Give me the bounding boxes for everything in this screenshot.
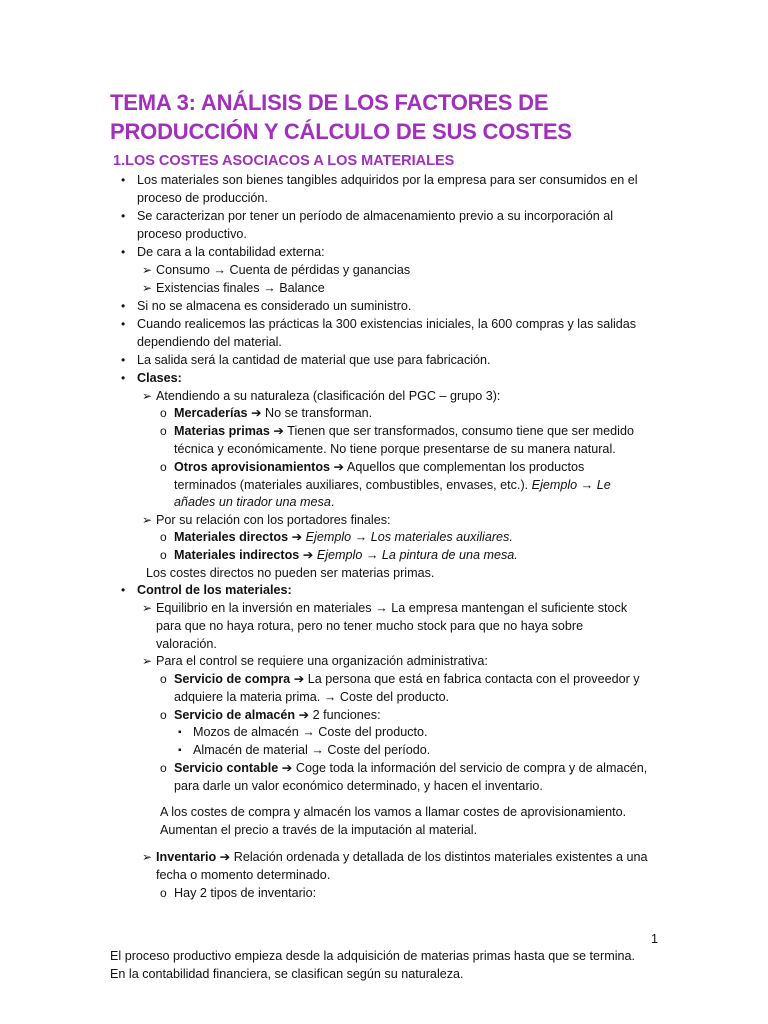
text-line: Los materiales son bienes tangibles adquiridos por la empresa para ser consumidos en el [137, 173, 638, 187]
text-line: Existencias finales → Balance [156, 281, 325, 295]
text-line: valoración. [156, 637, 217, 651]
bullet-circle: o [160, 548, 167, 562]
text-line: Si no se almacena es considerado un suministro. [137, 299, 412, 313]
text-line: A los costes de compra y almacén los vamos a llamar costes de aprovisionamiento. [160, 805, 627, 819]
text-line: Cuando realicemos las prácticas la 300 existencias iniciales, la 600 compras y las salidas [137, 317, 637, 331]
text-line: Consumo → Cuenta de pérdidas y ganancias [156, 263, 411, 277]
text-line: técnica y económicamente. No tiene porque presentarse de su manera natural. [174, 442, 616, 456]
text-line: Control de los materiales: [137, 583, 292, 597]
bullet-circle: o [160, 530, 167, 544]
bullet-disc: • [121, 245, 126, 259]
page-title [110, 88, 710, 146]
text-line: Atendiendo a su naturaleza (clasificación del PGC – grupo 3): [156, 389, 501, 403]
bullet-disc: • [121, 317, 126, 331]
bullet-arrowhead: ➢ [142, 263, 153, 277]
footer-text: El proceso productivo empieza desde la adquisición de materias primas hasta que se termina. [110, 949, 636, 963]
text-line: Clases: [137, 371, 182, 385]
bullet-arrowhead: ➢ [142, 389, 153, 403]
bullet-arrowhead: ➢ [142, 850, 153, 864]
text-line: proceso de producción. [137, 191, 268, 205]
bullet-disc: • [121, 299, 126, 313]
title-line-2: PRODUCCIÓN Y CÁLCULO DE SUS COSTES [110, 119, 572, 144]
text-line: Materiales indirectos ➔ Ejemplo → La pintura de una mesa. [174, 548, 518, 562]
text-line: Aumentan el precio a través de la imputación al material. [160, 823, 478, 837]
bullet-circle: o [160, 460, 167, 474]
bullet-arrowhead: ➢ [142, 513, 153, 527]
bullet-square: ▪ [178, 727, 182, 738]
bullet-square: ▪ [178, 745, 182, 756]
bullet-circle: o [160, 886, 167, 900]
bullet-circle: o [160, 406, 167, 420]
text-line: adquiere la materia prima. → Coste del producto. [174, 690, 450, 704]
text-line: añades un tirador una mesa. [174, 495, 335, 509]
bullet-circle: o [160, 761, 167, 775]
text-line: Inventario ➔ Relación ordenada y detallada de los distintos materiales existentes a una [156, 850, 648, 864]
text-line: fecha o momento determinado. [156, 868, 331, 882]
text-line: Servicio de compra ➔ La persona que está en fabrica contacta con el proveedor y [174, 672, 640, 686]
text-line: Otros aprovisionamientos ➔ Aquellos que complementan los productos [174, 460, 585, 474]
text-line: dependiendo del material. [137, 335, 282, 349]
bullet-circle: o [160, 708, 167, 722]
bullet-circle: o [160, 672, 167, 686]
text-line: La salida será la cantidad de material que use para fabricación. [137, 353, 491, 367]
bullet-arrowhead: ➢ [142, 281, 153, 295]
text-line: De cara a la contabilidad externa: [137, 245, 325, 259]
text-line: Mozos de almacén → Coste del producto. [193, 725, 428, 739]
text-line: proceso productivo. [137, 227, 247, 241]
text-line: Servicio contable ➔ Coge toda la información del servicio de compra y de almacén, [174, 761, 648, 775]
text-line: Almacén de material → Coste del período. [193, 743, 431, 757]
text-line: Materias primas ➔ Tienen que ser transformados, consumo tiene que ser medido [174, 424, 634, 438]
bullet-disc: • [121, 173, 126, 187]
text-line: Hay 2 tipos de inventario: [174, 886, 317, 900]
text-line: para darle un valor económico determinado, y hacen el inventario. [174, 779, 543, 793]
bullet-circle: o [160, 424, 167, 438]
text-line: Servicio de almacén ➔ 2 funciones: [174, 708, 381, 722]
text-line: Para el control se requiere una organización administrativa: [156, 654, 488, 668]
text-line: Mercaderías ➔ No se transforman. [174, 406, 373, 420]
footer-text: En la contabilidad financiera, se clasifican según su naturaleza. [110, 967, 464, 981]
text-line: Se caracterizan por tener un período de almacenamiento previo a su incorporación al [137, 209, 614, 223]
bullet-disc: • [121, 209, 126, 223]
section-heading: 1.LOS COSTES ASOCIACOS A LOS MATERIALES [113, 153, 455, 169]
bullet-disc: • [121, 371, 126, 385]
text-line: Los costes directos no pueden ser materias primas. [146, 566, 435, 580]
title-line-1: TEMA 3: ANÁLISIS DE LOS FACTORES DE [110, 90, 549, 115]
text-line: terminados (materiales auxiliares, combustibles, envases, etc.). Ejemplo → Le [174, 478, 611, 492]
bullet-disc: • [121, 353, 126, 367]
text-line: Por su relación con los portadores finales: [156, 513, 391, 527]
text-line: para que no haya rotura, pero no tener mucho stock para que no haya sobre [156, 619, 584, 633]
page-number: 1 [651, 932, 659, 946]
bullet-arrowhead: ➢ [142, 601, 153, 615]
bullet-disc: • [121, 583, 126, 597]
bullet-arrowhead: ➢ [142, 654, 153, 668]
text-line: Materiales directos ➔ Ejemplo → Los materiales auxiliares. [174, 530, 513, 544]
text-line: Equilibrio en la inversión en materiales → La empresa mantengan el suficiente stock [156, 601, 628, 615]
